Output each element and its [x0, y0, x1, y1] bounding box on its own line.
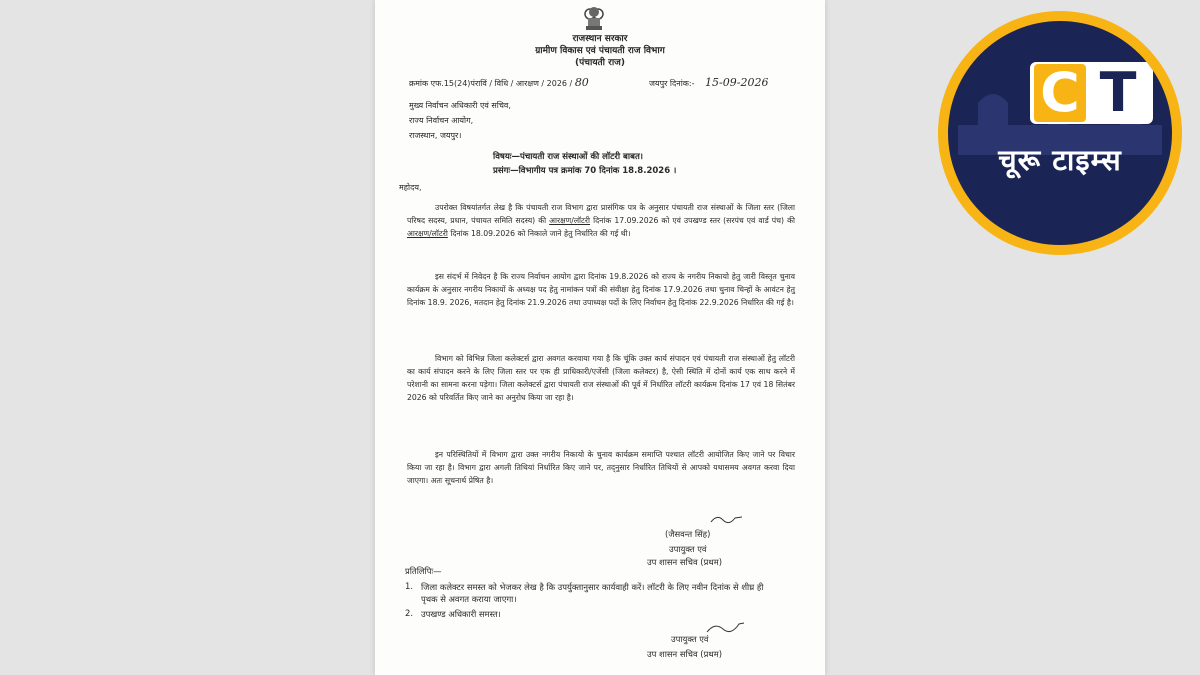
state-emblem-icon — [581, 4, 607, 34]
addressee-line: राज्य निर्वाचन आयोग, — [409, 116, 474, 125]
paragraph-1: उपरोक्त विषयांतर्गत लेख है कि पंचायती राज विभाग द्वारा प्रासंगिक पत्र के अनुसार पंचायती राज संस्थाओं के जिला स्तर (जिला परिषद सदस्य, प्रधान, पंचायत समिति सदस्य) की आरक्षण/लॉटरी दिनांक 17.09.2026 को एवं उपखण्ड स्तर (सरपंच एवं वार्ड पंच) की आरक्षण/लॉटरी दिनांक 18.09.2026 को निकाले जाने हेतु निर्धारित की गई थी। — [407, 203, 795, 238]
signatory-title: उपायुक्त एवं — [669, 544, 707, 554]
reference-number: क्रमांक एफ.15(24)पंराविं / विधि / आरक्षण / 2026 / 80 — [409, 76, 589, 89]
brand-name: चूरू टाइम्स — [998, 143, 1122, 177]
place-date: जयपुर दिनांक:- 15-09-2026 — [649, 76, 769, 89]
header-department: ग्रामीण विकास एवं पंचायती राज विभाग — [535, 46, 665, 56]
ct-letter-c: C — [1034, 64, 1086, 122]
signatory-title: उपायुक्त एवं — [671, 634, 709, 644]
subject-line: विषयः—पंचायती राज संस्थाओं की लॉटरी बाबत। — [493, 152, 644, 162]
signatory-name: (जैसवन्त सिंह) — [665, 529, 711, 539]
logo-inner-circle — [948, 21, 1172, 245]
signatory-designation: उप शासन सचिव (प्रथम) — [647, 649, 722, 659]
copy-label: प्रतिलिपिः— — [405, 566, 442, 576]
date-handwritten: 15-09-2026 — [705, 76, 769, 89]
copy-item: जिला कलेक्टर समस्त को भेजकर लेख है कि उपर्युक्तानुसार कार्यवाही करें। लॉटरी के लिए नवीन दिनांक से शीघ्र ही पृथक से अवगत कराया जाएगा। — [421, 582, 764, 604]
ct-letter-t: T — [1099, 62, 1137, 124]
header-government: राजस्थान सरकार — [572, 34, 628, 44]
reference-line: प्रसंगः—विभागीय पत्र क्रमांक 70 दिनांक 18.8.2026 । — [493, 166, 677, 176]
copy-item: उपखण्ड अधिकारी समस्त। — [421, 609, 501, 619]
addressee-line: राजस्थान, जयपुर। — [409, 131, 462, 140]
paragraph-3: विभाग को विभिन्न जिला कलेक्टर्स द्वारा अवगत करवाया गया है कि चूंकि उक्त कार्य संपादन एवं पंचायती राज संस्थाओं हेतु लॉटरी का कार्य संपादन करने के लिए जिला स्तर पर एक ही प्राधिकारी/एजेंसी (जिला कलेक्टर) है, ऐसी स्थिति में दोनों कार्य एक साथ करने में परेशानी का सामना करना पड़ेगा। जिला कलेक्टर्स द्वारा पंचायती राज संस्थाओं की पूर्व में निर्धारित लॉटरी कार्यक्रम दिनांक 17 एवं 18 सितंबर 2026 को परिवर्तित किए जाने का अनुरोध किया जा रहा है। — [407, 354, 795, 402]
addressee-line: मुख्य निर्वाचन अधिकारी एवं सचिव, — [409, 101, 511, 110]
ct-monogram — [1030, 62, 1153, 124]
reference-handwritten-number: 80 — [574, 76, 589, 89]
header-division: (पंचायती राज) — [575, 58, 625, 68]
signatory-designation: उप शासन सचिव (प्रथम) — [647, 557, 722, 567]
paragraph-2: इस संदर्भ में निवेदन है कि राज्य निर्वाचन आयोग द्वारा दिनांक 19.8.2026 को राज्य के नगरीय निकायो हेतु जारी विस्तृत चुनाव कार्यक्रम के अनुसार नगरीय निकायों के अध्यक्ष पद हेतु नामांकन पत्रों की संवीक्षा हेतु दिनांक 17.9.2026 तथा चुनाव चिन्हों के आवंटन हेतु दिनांक 18.9. 2026, मतदान हेतु दिनांक 21.9.2026 तथा उपाध्यक्ष पदों के लिए निर्वाचन हेतु दिनांक 22.9.2026 निर्धारित की गई है। — [407, 272, 795, 307]
signature-mark-icon — [709, 512, 743, 526]
salutation: महोदय, — [399, 183, 422, 192]
paragraph-4: इन परिस्थितियों में विभाग द्वारा उक्त नगरीय निकायो के चुनाव कार्यक्रम समाप्ति पश्चात लॉटरी आयोजित किए जाने पर विचार किया जा रहा है। विभाग द्वारा अगली तिथियां निर्धारित किए जाने पर, तद्नुसार निर्धारित तिथियों से आपको यथासमय अवगत करवा दिया जाएगा। अतः सूचनार्थ प्रेषित है। — [407, 450, 795, 485]
copy-item-number: 1. — [405, 581, 413, 591]
copy-item-number: 2. — [405, 608, 413, 618]
signature-mark-icon — [705, 620, 745, 634]
churu-times-logo — [938, 11, 1182, 255]
government-letter — [375, 0, 825, 675]
